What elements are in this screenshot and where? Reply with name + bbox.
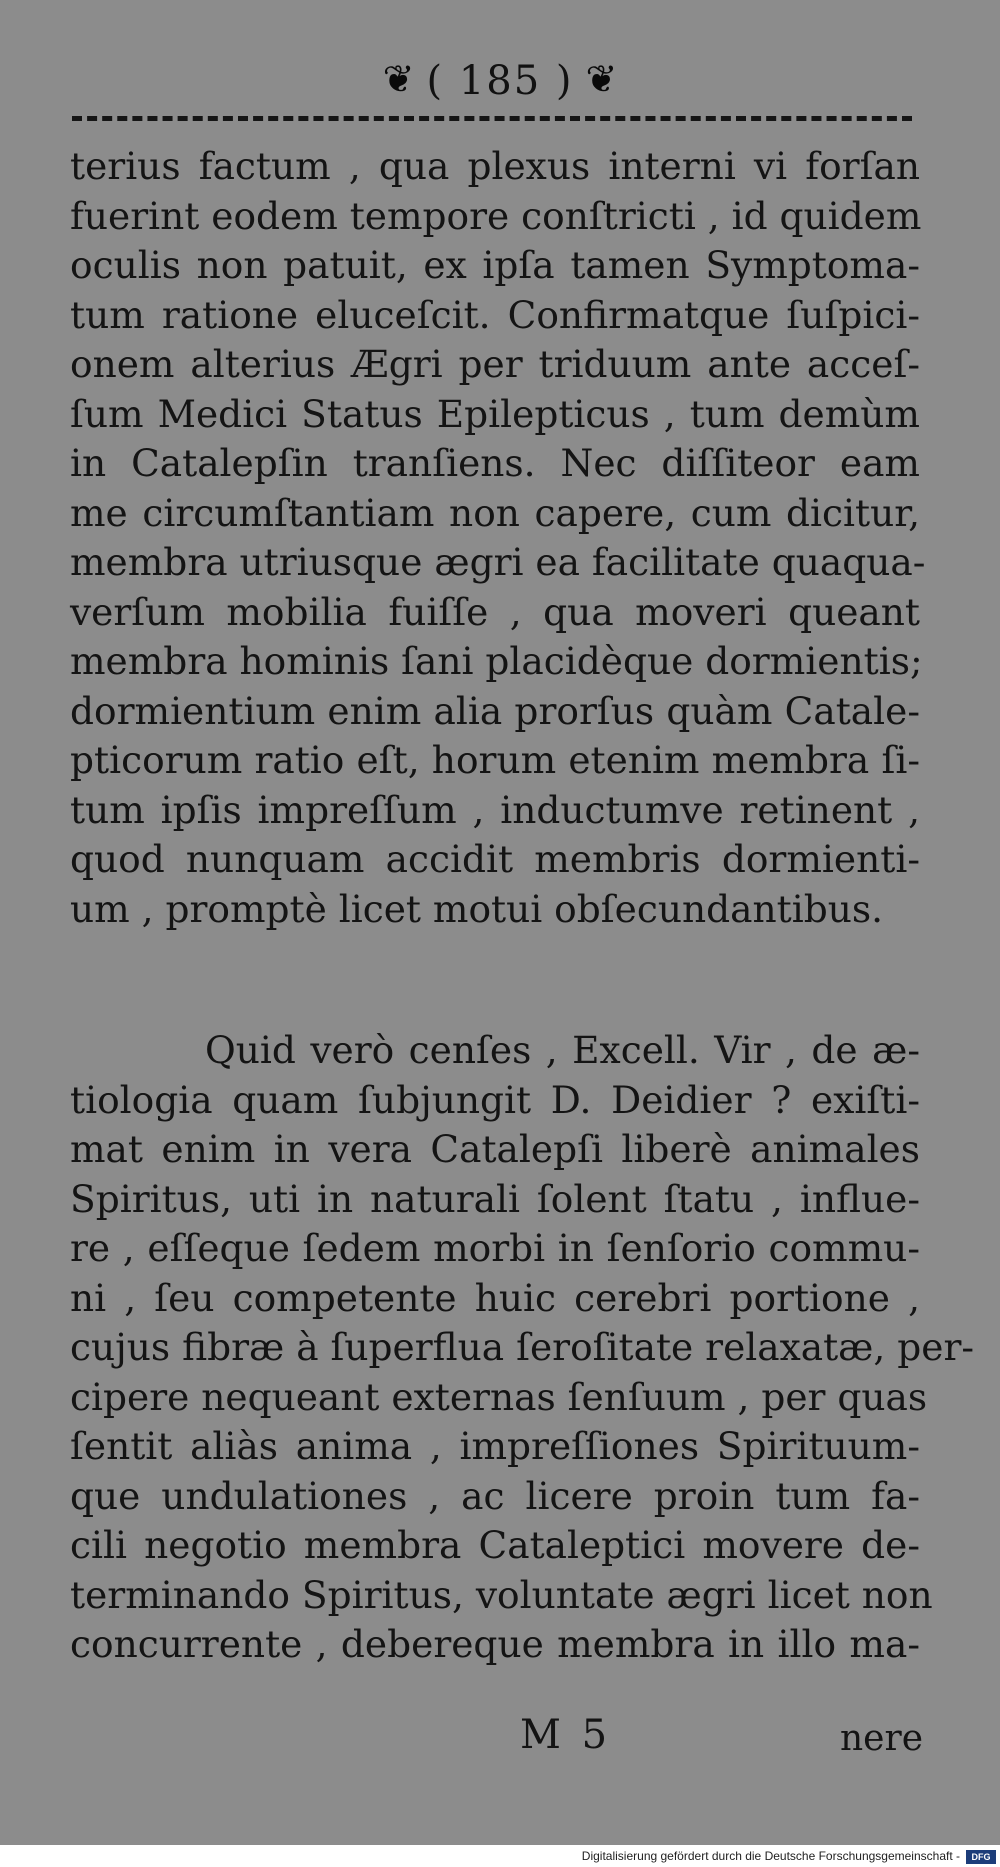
text-line: cujus fibræ à ſuperflua ſeroſitate relaxatæ, per- [70,1325,975,1369]
footer-credit: Digitalisierung gefördert durch die Deutsche Forschungsgemeinschaft - [581,1849,960,1863]
body-text [70,142,975,1670]
text-line: tum ratione eluceſcit. Confirmatque ſuſpici- [70,292,920,337]
text-line: Spiritus, uti in naturali ſolent ſtatu , influe- [70,1176,920,1221]
text-line: que undulationes , ac licere proin tum fa- [70,1473,920,1518]
text-line: oculis non patuit, ex ipſa tamen Symptoma- [70,243,920,287]
paragraph-gap [70,934,920,1026]
text-line: cili negotio membra Cataleptici movere de- [70,1523,920,1567]
text-line: membra utriusque ægri ea facilitate quaqua- [70,540,926,584]
text-line: terminando Spiritus, voluntate ægri licet non [70,1572,933,1617]
text-line: in Catalepſin tranſiens. Nec diſſiteor eam [70,441,920,485]
text-line: pticorum ratio eſt, horum etenim membra ſi- [70,738,920,782]
text-line: mat enim in vera Catalepſi liberè animales [70,1127,920,1171]
text-line: ni , ſeu competente huic cerebri portione , [70,1275,920,1320]
text-line: membra hominis ſani placidèque dormientis; [70,639,923,683]
catchword: nere [840,1718,924,1759]
text-line: onem alterius Ægri per triduum ante acceſ- [70,342,920,386]
page-header [0,48,1000,108]
text-line: ſum Medici Status Epilepticus , tum demùm [70,391,920,436]
text-line: dormientium enim alia prorſus quàm Catale- [70,688,920,733]
paragraph-1 [70,142,926,934]
text-line: concurrente , debereque membra in illo ma- [70,1622,920,1666]
text-line: um , promptè licet motui obſecundantibus. [70,886,884,931]
dfg-logo-icon: DFG [966,1850,996,1864]
text-line: tiologia quam ſubjungit D. Deidier ? exiſti- [70,1077,920,1122]
page-number: ( 185 ) [426,58,574,104]
text-line: ſentit aliàs anima , impreſſiones Spirituum- [70,1424,920,1468]
text-line: Quid verò cenſes , Excell. Vir , de æ- [205,1028,920,1072]
text-line: quod nunquam accidit membris dormienti- [70,837,920,881]
text-line: tum ipſis impreſſum , inductumve retinent , [70,787,920,832]
right-ornament-icon: ❦ [585,57,618,101]
text-line: verſum mobilia fuiſſe , qua moveri queant [70,589,920,634]
header-rule [72,116,912,121]
paragraph-2 [70,1026,975,1670]
left-ornament-icon: ❦ [382,57,415,101]
text-line: fuerint eodem tempore conſtricti , id quidem [70,193,922,238]
footer [0,1847,1000,1867]
text-line: me circumſtantiam non capere, cum dicitur, [70,490,920,535]
text-line: re , eſſeque ſedem morbi in ſenſorio commu- [70,1226,920,1270]
text-line: terius factum , qua plexus interni vi forſan [70,144,920,188]
text-line: cipere nequeant externas ſenſuum , per quas [70,1374,928,1419]
signature-mark: M 5 [520,1712,612,1758]
